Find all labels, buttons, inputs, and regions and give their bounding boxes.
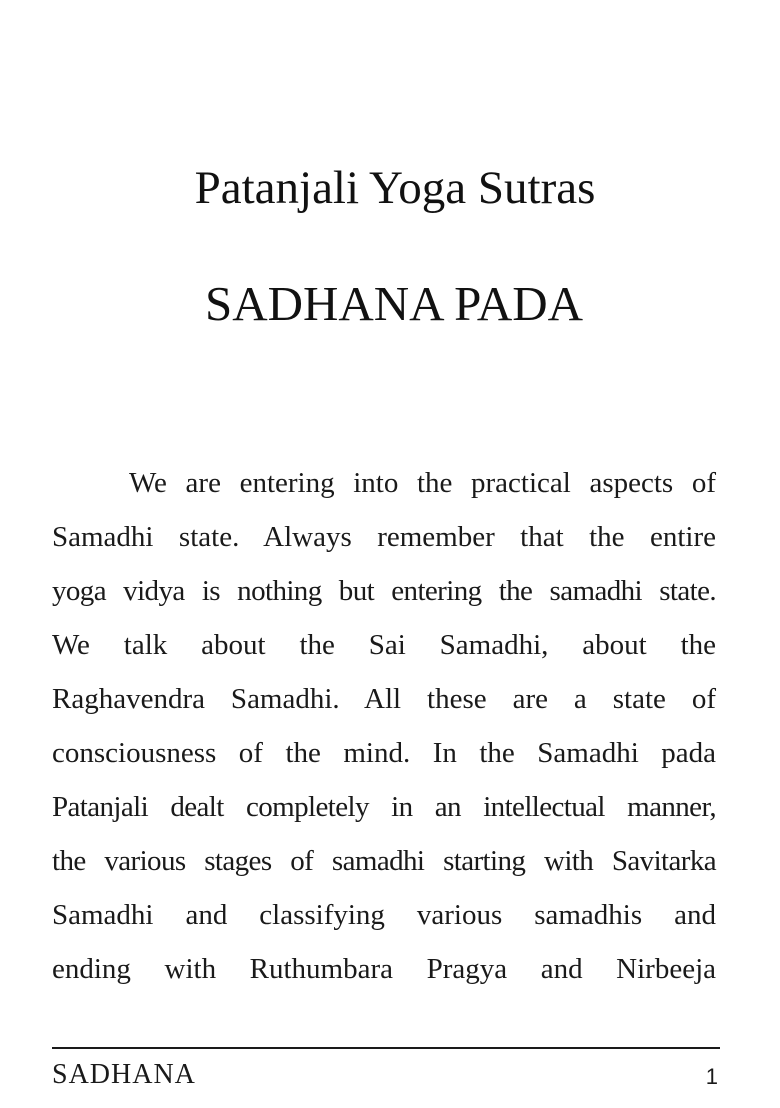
text-line: Samadhi and classifying various samadhis and	[52, 899, 716, 931]
footer-section-label: SADHANA	[52, 1059, 196, 1090]
book-title: Patanjali Yoga Sutras	[194, 162, 596, 214]
chapter-title: SADHANA PADA	[204, 276, 584, 331]
text-line: Patanjali dealt completely in an intellectual manner,	[52, 791, 716, 823]
text-line: yoga vidya is nothing but entering the samadhi state.	[52, 575, 716, 607]
page-number: 1	[705, 1064, 718, 1089]
body-paragraph	[52, 460, 716, 1000]
text-line: consciousness of the mind. In the Samadhi pada	[52, 737, 716, 769]
text-line: We are entering into the practical aspects of	[129, 467, 716, 499]
text-line: We talk about the Sai Samadhi, about the	[52, 629, 716, 661]
footer-divider	[52, 1047, 720, 1049]
text-line: the various stages of samadhi starting with Savitarka	[52, 845, 716, 877]
text-line: ending with Ruthumbara Pragya and Nirbeeja	[52, 953, 716, 985]
text-line: Raghavendra Samadhi. All these are a state of	[52, 683, 716, 715]
text-line: Samadhi state. Always remember that the entire	[52, 521, 716, 553]
